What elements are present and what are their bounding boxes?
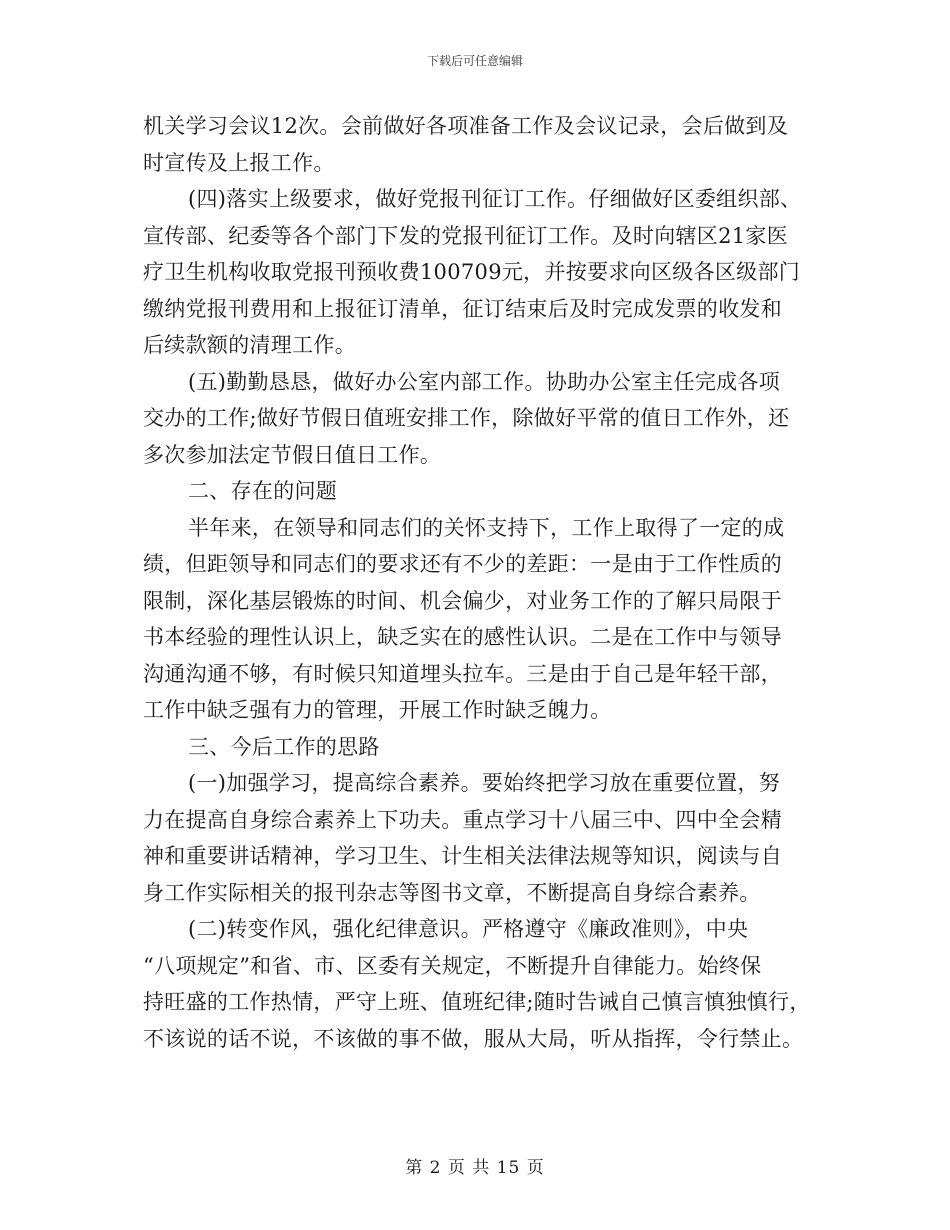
text-line: (二)转变作风，强化纪律意识。严格遵守《廉政准则》，中央 bbox=[188, 917, 749, 941]
text-line: 工作中缺乏强有力的管理，开展工作时缺乏魄力。 bbox=[143, 698, 612, 722]
text-line: 机关学习会议12次。会前做好各项准备工作及会议记录，会后做到及 bbox=[143, 114, 789, 138]
text-line: 后续款额的清理工作。 bbox=[143, 333, 356, 357]
text-line: 不该说的话不说，不该做的事不做，服从大局，听从指挥，令行禁止。 bbox=[143, 1026, 804, 1051]
document-body bbox=[143, 108, 813, 1057]
text-line: 交办的工作;做好节假日值班安排工作，除做好平常的值日工作外，还 bbox=[143, 406, 790, 430]
text-line: 神和重要讲话精神，学习卫生、计生相关法律法规等知识，阅读与自 bbox=[143, 844, 782, 868]
text-line: 绩，但距领导和同志们的要求还有不少的差距：一是由于工作性质的 bbox=[143, 552, 782, 576]
text-line: (四)落实上级要求，做好党报刊征订工作。仔细做好区委组织部、 bbox=[188, 187, 802, 211]
text-line: 宣传部、纪委等各个部门下发的党报刊征订工作。及时向辖区21家医 bbox=[143, 223, 789, 248]
text-line: 书本经验的理性认识上，缺乏实在的感性认识。二是在工作中与领导 bbox=[143, 625, 782, 649]
text-line: 限制，深化基层锻炼的时间、机会偏少，对业务工作的了解只局限于 bbox=[143, 588, 782, 613]
text-line: (五)勤勤恳恳，做好办公室内部工作。协助办公室主任完成各项 bbox=[188, 369, 781, 394]
section-heading: 三、今后工作的思路 bbox=[188, 734, 380, 759]
section-heading: 二、存在的问题 bbox=[188, 479, 338, 503]
text-line: 半年来，在领导和同志们的关怀支持下，工作上取得了一定的成 bbox=[188, 515, 785, 540]
text-line: 力在提高自身综合素养上下功夫。重点学习十八届三中、四中全会精 bbox=[143, 807, 782, 832]
text-line: 多次参加法定节假日值日工作。 bbox=[143, 442, 442, 467]
text-line: 时宣传及上报工作。 bbox=[143, 150, 335, 175]
text-line: 沟通沟通不够，有时候只知道埋头拉车。三是由于自己是年轻干部， bbox=[143, 661, 782, 686]
text-line: 持旺盛的工作热情，严守上班、值班纪律;随时告诫自己慎言慎独慎行， bbox=[143, 990, 811, 1014]
text-line: (一)加强学习，提高综合素养。要始终把学习放在重要位置，努 bbox=[188, 771, 781, 795]
page-header: 下载后可任意编辑 bbox=[426, 54, 523, 68]
text-line: 缴纳党报刊费用和上报征订清单，征订结束后及时完成发票的收发和 bbox=[143, 296, 782, 321]
text-line: 疗卫生机构收取党报刊预收费100709元，并按要求向区级各区级部门 bbox=[143, 260, 801, 284]
text-line: 身工作实际相关的报刊杂志等图书文章，不断提高自身综合素养。 bbox=[143, 880, 761, 905]
page-number-footer: 第 2 页 共 15 页 bbox=[405, 1158, 545, 1178]
text-line: “八项规定”和省、市、区委有关规定，不断提升自律能力。始终保 bbox=[143, 953, 762, 978]
